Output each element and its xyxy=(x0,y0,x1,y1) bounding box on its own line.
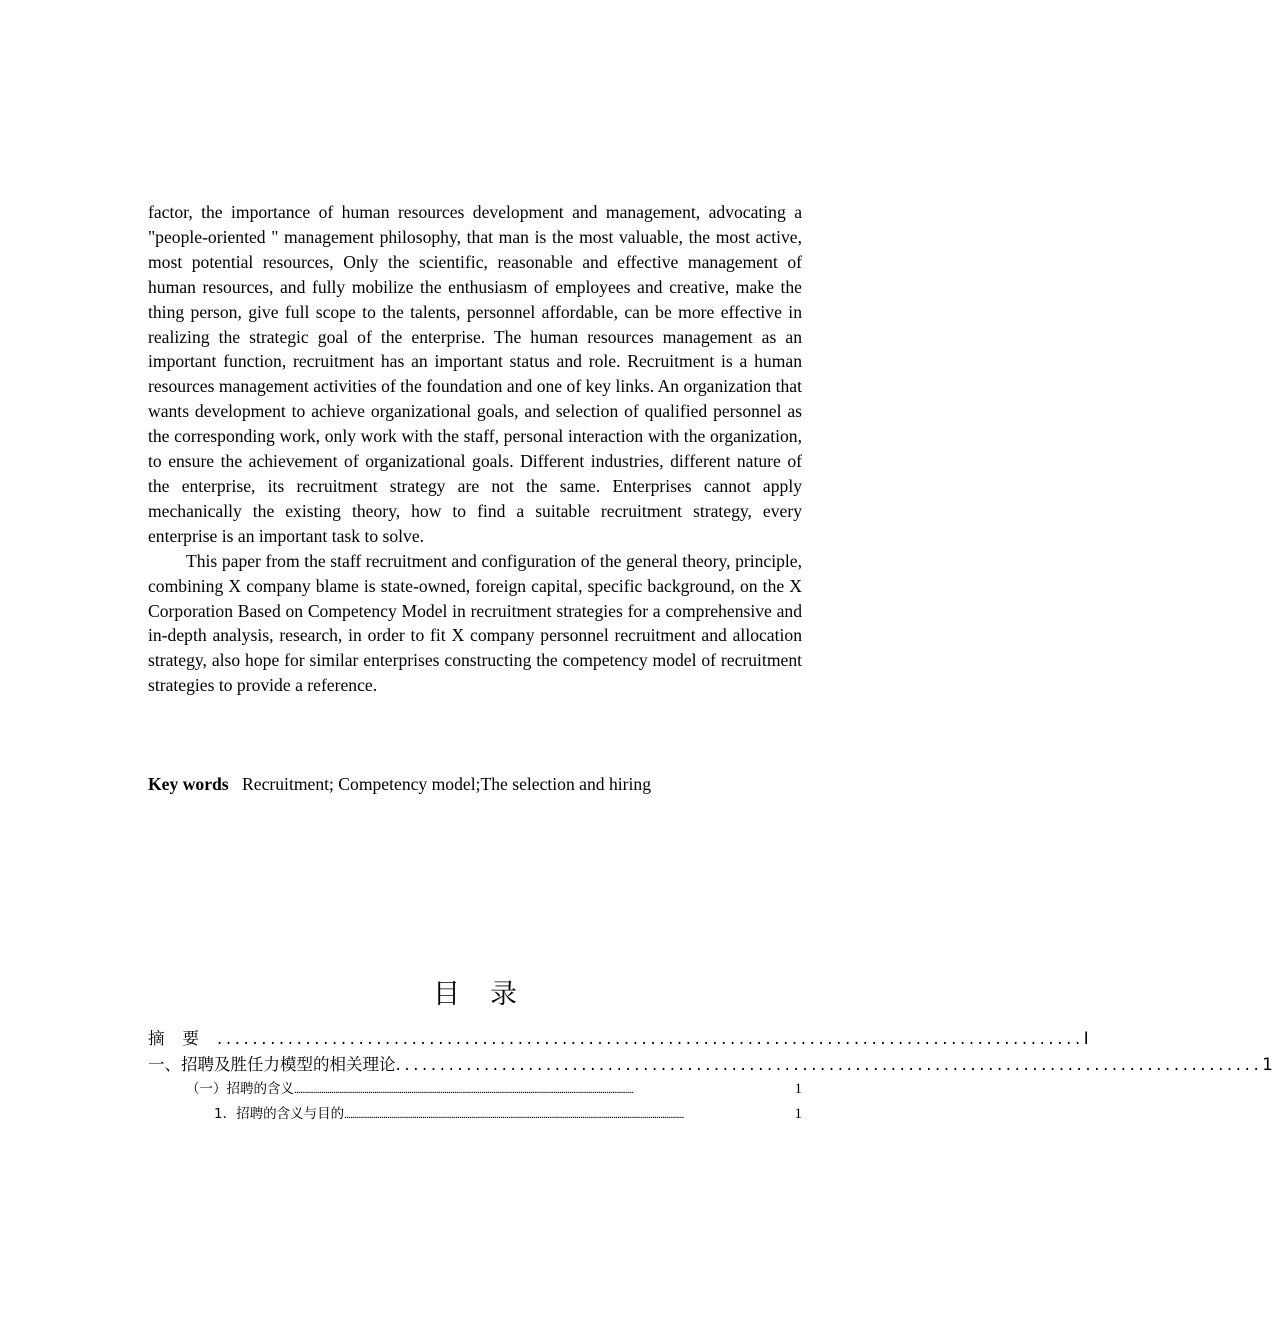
abstract-paragraph-2: This paper from the staff recruitment and configuration of the general theory, principle, combining X company blame is state-owned, foreign capital, specific background, on the X Corporation Based on Competency Model in recruitment strategies for a comprehensive and in-depth analysis, research, in order to fit X company personnel recruitment and allocation strategy, also hope for similar enterprises constructing the competency model of recruitment strategies to provide a reference. xyxy=(148,550,802,696)
toc-entry-section-1-1[interactable] xyxy=(186,1078,802,1101)
abstract-paragraph-1: factor, the importance of human resources development and management, advocating a "people-oriented " management philosophy, that man is the most valuable, the most active, most potential resources, Only the scientific, reasonable and effective management of human resources, and fully mobilize the enthusiasm of employees and creative, make the thing person, give full scope to the talents, personnel affordable, can be more effective in realizing the strategic goal of the enterprise. The human resources management as an important function, recruitment has an important status and role. Recruitment is a human resources management activities of the foundation and one of key links. An organization that wants development to achieve organizational goals, and selection of qualified personnel as the corresponding work, only work with the staff, personal interaction with the organization, to ensure the achievement of organizational goals. Different industries, different nature of the enterprise, its recruitment strategy are not the same. Enterprises cannot apply mechanically the existing theory, how to find a suitable recruitment strategy, every enterprise is an important task to solve. xyxy=(148,202,802,546)
toc-entry-label: 1．招聘的含义与目的 xyxy=(214,1106,345,1122)
toc-entry-label: 一、招聘及胜任力模型的相关理论 xyxy=(148,1055,396,1074)
keywords-value: Recruitment; Competency model;The selection and hiring xyxy=(242,774,651,794)
toc-entry-page: 1 xyxy=(794,1081,802,1097)
toc-entry-chapter-1[interactable] xyxy=(148,1053,1273,1077)
toc-entry-page: I xyxy=(1083,1029,1089,1048)
abstract-body xyxy=(148,200,802,698)
toc-entry-abstract[interactable] xyxy=(148,1027,1089,1051)
toc-title: 目录 xyxy=(433,979,547,1010)
toc-leader-dots: .............................................................................................................................................................................. xyxy=(294,1084,634,1096)
toc-entry-page: 1 xyxy=(794,1106,802,1122)
toc-entry-page: 1 xyxy=(1262,1055,1273,1074)
toc-leader-dots: .............................................................................................................................................................................. xyxy=(344,1109,684,1121)
keywords-label: Key words xyxy=(148,774,229,794)
keywords-line xyxy=(148,772,802,797)
toc-entry-label: 摘要 xyxy=(148,1029,217,1048)
toc-entry-subsection-1-1-1[interactable] xyxy=(214,1103,802,1126)
toc-entry-label: （一）招聘的含义 xyxy=(186,1081,294,1097)
toc-leader-dots: .................................................................................................. xyxy=(217,1029,1084,1048)
toc-leader-dots: .................................................................................................. xyxy=(395,1055,1263,1074)
